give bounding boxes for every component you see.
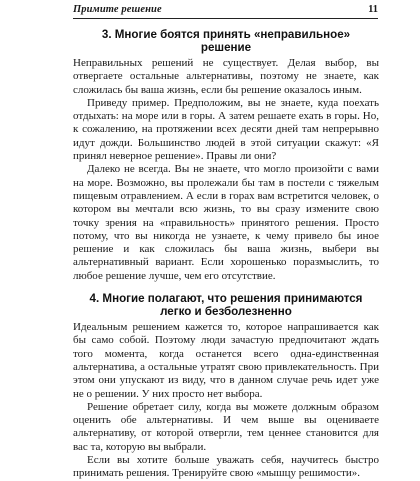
page-content — [73, 26, 379, 481]
paragraph: Решение обретает силу, когда вы можете должным образом оценить обе альтернативы. И чем выше вы оцениваете альтернативу, от которой отвергли, тем ценнее становится для вас та, которую вы выбрали. — [73, 400, 379, 453]
running-head — [73, 3, 378, 19]
section-heading-4: 4. Многие полагают, что решения принимаются легко и безболезненно — [89, 292, 363, 319]
paragraph: Неправильных решений не существует. Делая выбор, вы отвергаете остальные альтернативы, поэтому не знаете, как сложилась бы ваша жизнь, если бы решение оказалось иным. — [73, 57, 379, 96]
running-title: Примите решение — [73, 4, 162, 15]
section-heading-3: 3. Многие боятся принять «неправильное» решение — [101, 28, 351, 54]
paragraph: Приведу пример. Предположим, вы не знаете, куда поехать отдыхать: на море или в горы. А затем решаете ехать в горы. Но, к сожалению, на протяжении всех десяти дней там непрерывно идут дожди. Большинство людей в этой ситуации скажут: «Я принял неверное решение». Правы ли они? — [73, 96, 379, 163]
page-number: 11 — [368, 4, 378, 15]
paragraph: Если вы хотите больше уважать себя, научитесь быстро принимать решения. Тренируйте свою «мышцу решимости». — [73, 454, 379, 480]
paragraph: Далеко не всегда. Вы не знаете, что могло произойти с вами на море. Возможно, вы пролежали бы там в постели с тяжелым пищевым отравлением. А если в горах вам встретится человек, о котором вы мечтали всю жизнь, то вы сразу измените свою точку зрения на «правильность» принятого решения. Просто потому, что вы никогда не узнаете, к чему привело бы иное решение и как сложилась бы ваша жизнь, выбери вы альтернативный вариант. Если хорошенько поразмыслить, то любое решение лучше, чем его отсутствие. — [73, 163, 379, 282]
paragraph: Идеальным решением кажется то, которое напрашивается как бы само собой. Поэтому люди зачастую предпочитают ждать того момента, когда останется всего одна-единственная альтернатива, а остальные утратят свою привлекательность. При этом они упускают из виду, что в данном случае речь идет уже не о решении. У них просто нет выбора. — [73, 321, 379, 400]
